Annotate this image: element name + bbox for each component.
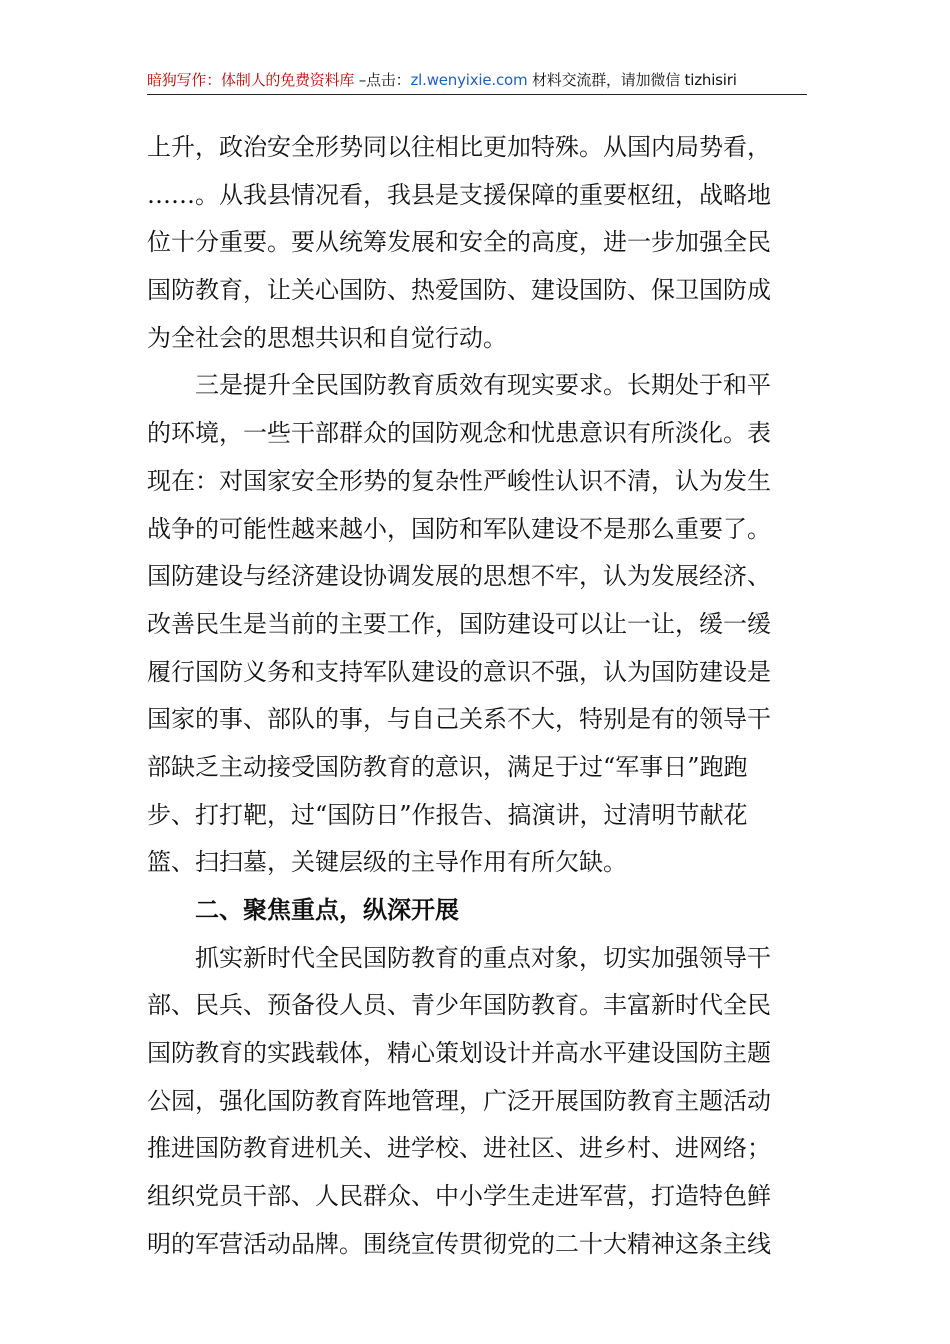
text-line: 国防建设与经济建设协调发展的思想不牢，认为发展经济、 bbox=[147, 562, 771, 591]
text-line: 战争的可能性越来越小，国防和军队建设不是那么重要了。 bbox=[147, 514, 771, 543]
text-line: 部、民兵、预备役人员、青少年国防教育。丰富新时代全民 bbox=[147, 991, 771, 1020]
text-line: 位十分重要。要从统筹发展和安全的高度，进一步加强全民 bbox=[147, 228, 771, 257]
document-body bbox=[147, 124, 817, 1269]
header-brand: 暗狗写作：体制人的免费资料库 bbox=[147, 71, 355, 89]
text-line: 国防教育的实践载体，精心策划设计并高水平建设国防主题 bbox=[147, 1039, 771, 1068]
header-click-label: –点击： bbox=[354, 71, 411, 89]
text-line: 步、打打靶，过“国防日”作报告、搞演讲，过清明节献花 bbox=[147, 800, 748, 829]
text-line: 改善民生是当前的主要工作，国防建设可以让一让，缓一缓 bbox=[147, 609, 771, 638]
text-line: 部缺乏主动接受国防教育的意识，满足于过“军事日”跑跑 bbox=[147, 752, 748, 781]
text-line: 的环境，一些干部群众的国防观念和忧患意识有所淡化。表 bbox=[147, 419, 771, 448]
text-line: 篮、扫扫墓，关键层级的主导作用有所欠缺。 bbox=[147, 848, 627, 877]
section-heading: 二、聚焦重点，纵深开展 bbox=[147, 896, 459, 924]
text-line: ……。从我县情况看，我县是支援保障的重要枢纽，战略地 bbox=[147, 180, 771, 209]
text-line: 上升，政治安全形势同以往相比更加特殊。从国内局势看， bbox=[147, 133, 771, 161]
text-line: 组织党员干部、人民群众、中小学生走进军营，打造特色鲜 bbox=[147, 1182, 771, 1211]
text-line: 履行国防义务和支持军队建设的意识不强，认为国防建设是 bbox=[147, 657, 771, 686]
text-line: 抓实新时代全民国防教育的重点对象，切实加强领导干 bbox=[147, 943, 771, 972]
text-line: 为全社会的思想共识和自觉行动。 bbox=[147, 323, 507, 352]
text-line: 三是提升全民国防教育质效有现实要求。长期处于和平 bbox=[147, 371, 771, 400]
text-line: 明的军营活动品牌。围绕宣传贯彻党的二十大精神这条主线 bbox=[147, 1229, 771, 1258]
header-link[interactable]: zl.wenyixie.com bbox=[410, 71, 528, 89]
text-line: 现在：对国家安全形势的复杂性严峻性认识不清，认为发生 bbox=[147, 466, 771, 495]
text-line: 国家的事、部队的事，与自己关系不大，特别是有的领导干 bbox=[147, 705, 771, 734]
text-line: 国防教育，让关心国防、热爱国防、建设国防、保卫国防成 bbox=[147, 276, 771, 305]
header-contact: 材料交流群，请加微信 tizhisiri bbox=[527, 71, 737, 89]
text-line: 公园，强化国防教育阵地管理，广泛开展国防教育主题活动 bbox=[147, 1086, 771, 1115]
page-header bbox=[147, 70, 807, 95]
text-line: 推进国防教育进机关、进学校、进社区、进乡村、进网络； bbox=[147, 1134, 771, 1163]
